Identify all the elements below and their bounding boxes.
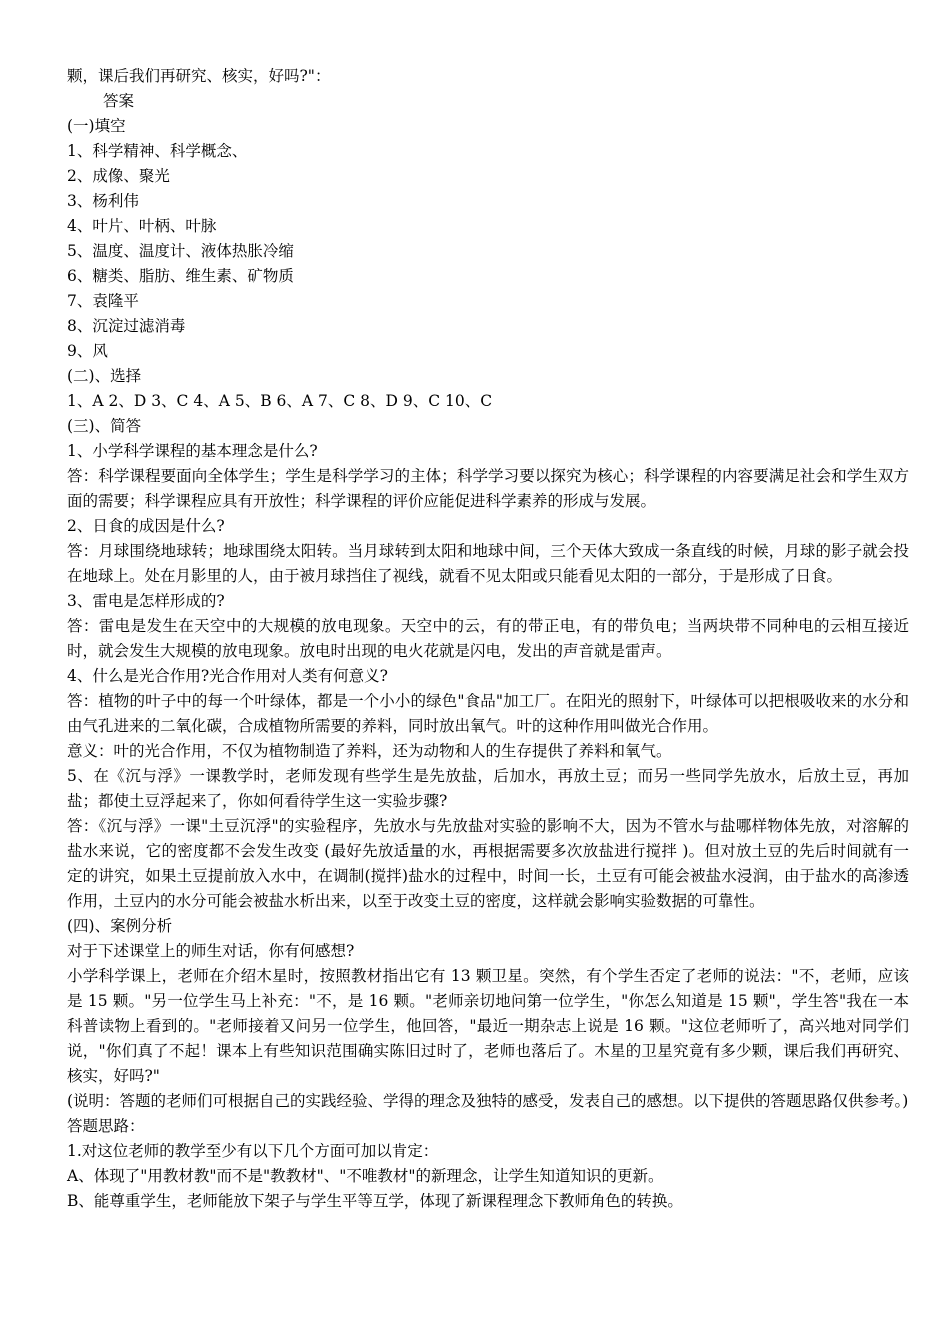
answer-paragraph: 答：植物的叶子中的每一个叶绿体，都是一个小小的绿色"食品"加工厂。在阳光的照射下，叶绿体可以把根吸收来的水分和由气孔进来的二氧化碳，合成植物所需要的养料，同时放出氧气。叶的这种作用叫做光合作用。 bbox=[67, 692, 909, 735]
text-line: 2、成像、聚光 bbox=[67, 167, 170, 185]
text-line: 答题思路： bbox=[67, 1117, 145, 1135]
question: 对于下述课堂上的师生对话，你有何感想? bbox=[67, 942, 355, 960]
text-line: 3、杨利伟 bbox=[67, 192, 139, 210]
text-line: 1.对这位老师的教学至少有以下几个方面可加以肯定： bbox=[67, 1142, 439, 1160]
section-heading: (三)、简答 bbox=[67, 417, 142, 435]
text-line: 7、袁隆平 bbox=[67, 292, 139, 310]
note-paragraph: (说明：答题的老师们可根据自己的实践经验、学得的理念及独特的感受，发表自己的感想。以下提供的答题思路仅供参考。) bbox=[67, 1092, 909, 1110]
text-line: 9、风 bbox=[67, 342, 108, 360]
section-heading: (二)、选择 bbox=[67, 367, 142, 385]
document-page bbox=[67, 64, 909, 1214]
question: 4、什么是光合作用?光合作用对人类有何意义? bbox=[67, 667, 388, 685]
answer-heading: 答案 bbox=[103, 92, 135, 110]
text-line: A、体现了"用教材教"而不是"教教材"、"不唯教材"的新理念，让学生知道知识的更新。 bbox=[67, 1167, 664, 1185]
section-heading: (一)填空 bbox=[67, 117, 126, 135]
text-line: 1、科学精神、科学概念、 bbox=[67, 142, 248, 160]
question: 1、小学科学课程的基本理念是什么? bbox=[67, 442, 318, 460]
answer-paragraph: 答：科学课程要面向全体学生；学生是科学学习的主体；科学学习要以探究为核心；科学课程的内容要满足社会和学生双方面的需要；科学课程应具有开放性；科学课程的评价应能促进科学素养的形成与发展。 bbox=[67, 467, 909, 510]
text-line: B、能尊重学生，老师能放下架子与学生平等互学，体现了新课程理念下教师角色的转换。 bbox=[67, 1192, 683, 1210]
question: 5、在《沉与浮》一课教学时，老师发现有些学生是先放盐，后加水，再放土豆；而另一些同学先放水，后放土豆，再加盐；都使土豆浮起来了，你如何看待学生这一实验步骤? bbox=[67, 767, 909, 810]
text-line: 5、温度、温度计、液体热胀冷缩 bbox=[67, 242, 294, 260]
text-line: 1、A 2、D 3、C 4、A 5、B 6、A 7、C 8、D 9、C 10、C bbox=[67, 392, 493, 410]
answer-paragraph: 意义：叶的光合作用，不仅为植物制造了养料，还为动物和人的生存提供了养料和氧气。 bbox=[67, 742, 672, 760]
question: 3、雷电是怎样形成的? bbox=[67, 592, 225, 610]
answer-paragraph: 答：月球围绕地球转；地球围绕太阳转。当月球转到太阳和地球中间，三个天体大致成一条直线的时候，月球的影子就会投在地球上。处在月影里的人，由于被月球挡住了视线，就看不见太阳或只能看见太阳的一部分，于是形成了日食。 bbox=[67, 542, 909, 585]
section-heading: (四)、案例分析 bbox=[67, 917, 173, 935]
text-line: 颗，课后我们再研究、核实，好吗?"： bbox=[67, 67, 331, 85]
answer-paragraph: 答：《沉与浮》一课"土豆沉浮"的实验程序，先放水与先放盐对实验的影响不大，因为不管水与盐哪样物体先放，对溶解的盐水来说，它的密度都不会发生改变 (最好先放适量的水，再根据需要多次放盐进行搅拌 )。但对放土豆的先后时间就有一定的讲究，如果土豆提前放入水中，在调制(搅拌)盐水的过程中，时间一长，土豆有可能会被盐水浸润，由于盐水的高渗透作用，土豆内的水分可能会被盐水析出来，以至于改变土豆的密度，这样就会影响实验数据的可靠性。 bbox=[67, 817, 909, 910]
text-line: 8、沉淀过滤消毒 bbox=[67, 317, 186, 335]
answer-paragraph: 答：雷电是发生在天空中的大规模的放电现象。天空中的云，有的带正电，有的带负电；当两块带不同种电的云相互接近时，就会发生大规模的放电现象。放电时出现的电火花就是闪电，发出的声音就是雷声。 bbox=[67, 617, 909, 660]
question: 2、日食的成因是什么? bbox=[67, 517, 225, 535]
text-line: 4、叶片、叶柄、叶脉 bbox=[67, 217, 217, 235]
text-line: 6、糖类、脂肪、维生素、矿物质 bbox=[67, 267, 294, 285]
case-paragraph: 小学科学课上，老师在介绍木星时，按照教材指出它有 13 颗卫星。突然，有个学生否定了老师的说法："不，老师，应该是 15 颗。"另一位学生马上补充："不，是 16 颗。"老师亲切地问第一位学生，"你怎么知道是 15 颗"，学生答"我在一本科普读物上看到的。"老师接着又问另一位学生，他回答，"最近一期杂志上说是 16 颗。"这位老师听了，高兴地对同学们说，"你们真了不起！课本上有些知识范围确实陈旧过时了，老师也落后了。木星的卫星究竟有多少颗，课后我们再研究、核实，好吗?" bbox=[67, 967, 909, 1085]
